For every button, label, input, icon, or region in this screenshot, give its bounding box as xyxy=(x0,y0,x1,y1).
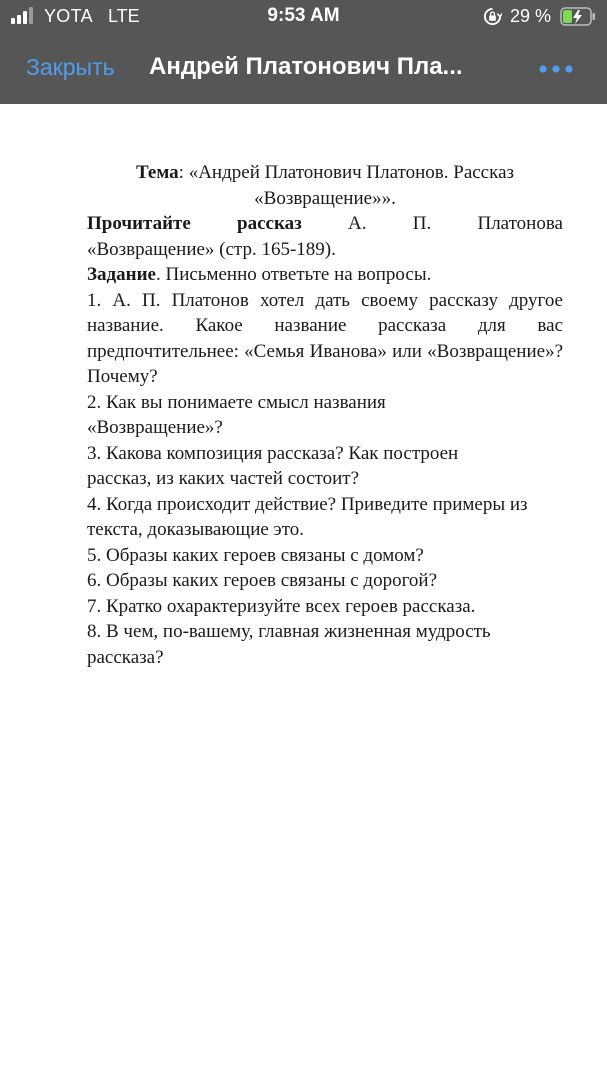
question-3: 3. Какова композиция рассказа? Как построен рассказ, из каких частей состоит? xyxy=(87,442,459,489)
question-2: 2. Как вы понимаете смысл названия «Возвращение»? xyxy=(87,391,386,438)
task-line xyxy=(87,262,563,288)
question-7: 7. Кратко охарактеризуйте всех героев рассказа. xyxy=(87,595,476,617)
top-bar xyxy=(0,0,607,104)
battery-percent: 29 % xyxy=(510,6,552,26)
question-1: 1. А. П. Платонов хотел дать своему рассказу другое название. Какое название рассказа для вас предпочтительнее: «Семья Иванова» или «Возвращение»? Почему? xyxy=(87,289,563,387)
close-button[interactable]: Закрыть xyxy=(26,54,115,80)
navigation-bar xyxy=(0,40,607,100)
topic-heading xyxy=(87,160,563,186)
more-dots-icon[interactable] xyxy=(538,64,574,74)
question-5: 5. Образы каких героев связаны с домом? xyxy=(87,544,424,566)
task-text: . Письменно ответьте на вопросы. xyxy=(155,264,432,285)
reading-instruction xyxy=(87,211,563,237)
network-type: LTE xyxy=(108,6,140,26)
question-8: 8. В чем, по-вашему, главная жизненная мудрость рассказа? xyxy=(87,621,491,668)
document-title: Андрей Платонович Пла... xyxy=(149,53,463,80)
carrier-name: YOTA xyxy=(44,6,93,26)
topic-label: Тема xyxy=(135,162,179,183)
reading-instruction-author: А. П. Платонова xyxy=(301,213,563,234)
orientation-lock-icon xyxy=(483,7,502,26)
task-label: Задание xyxy=(87,264,156,285)
document-page xyxy=(87,160,563,670)
topic-heading-line2: «Возвращение»». xyxy=(254,187,396,209)
question-4: 4. Когда происходит действие? Приведите примеры из текста, доказывающие это. xyxy=(87,493,528,540)
reading-instruction-line2: «Возвращение» (стр. 165-189). xyxy=(87,238,336,260)
status-time: 9:53 AM xyxy=(267,5,340,26)
question-6: 6. Образы каких героев связаны с дорогой? xyxy=(87,570,438,591)
reading-instruction-label: Прочитайте рассказ xyxy=(87,213,302,234)
topic-text-line1: : «Андрей Платонович Платонов. Рассказ xyxy=(178,162,515,183)
status-bar xyxy=(0,0,607,34)
battery-charging-icon xyxy=(560,7,596,26)
